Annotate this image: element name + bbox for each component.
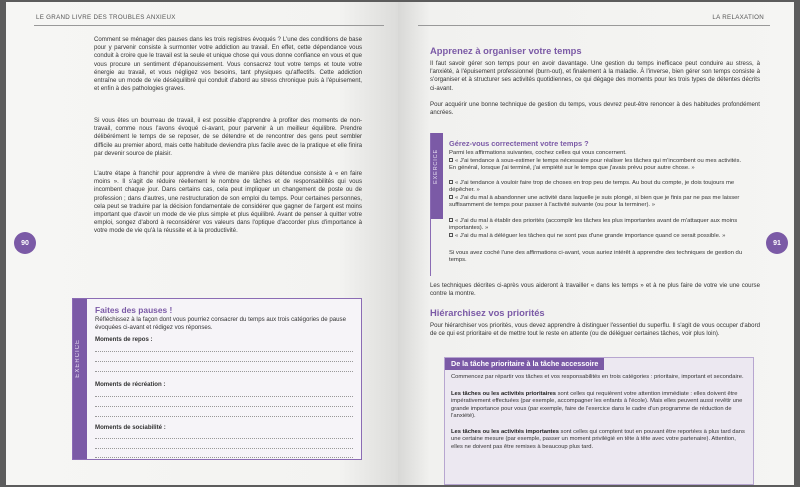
section-heading: Hiérarchisez vos priorités: [430, 307, 545, 318]
exercise-box: [72, 298, 362, 460]
task-box-paragraph: Les tâches ou les activités prioritaires sont celles qui requièrent votre attention immédiate : elles doivent être impérativement effectuées (par exemple, accompagner les enfants à l'école). Mais elles peuvent aussi revêtir une grande importance pour vous (par exemple, faire de l'exercice dans le cadre d'un programme de réduction de l'anxiété).: [451, 391, 743, 419]
paragraph: Si vous êtes un bourreau de travail, il est possible d'apprendre à profiter des moments de non-travail, comme nous l'avons évoqué ci-avant, pour parvenir à un meilleur équilibre. Prendre délibérément le temps de se reposer, de se détendre et de rencontrer des gens peut sembler difficile au premier abord, mais cette habitude deviendra plus facile avec de la pratique et elle finira par devenir source de plaisir.: [94, 117, 362, 157]
running-head-right: LA RELAXATION: [712, 14, 764, 21]
page-number-badge: 90: [14, 232, 36, 254]
paragraph: Comment se ménager des pauses dans les trois registres évoqués ? L'une des conditions de base pour y parvenir consiste à surmonter votre addiction au travail. En effet, cette dépendance vous conduit à croire que le travail est la seule et unique chose qui vous donne confiance en vous et que vous procure un sentiment d'épanouissement. Vous consacrez tout votre temps et toute votre énergie au travail, et vous négligez vos besoins, tant physiques qu'affectifs. Cette addiction entraîne un mode de vie déséquilibré qui conduit d'abord au stress chronique puis à l'épuisement, et enfin à des pathologies graves.: [94, 36, 362, 93]
answer-line[interactable]: [95, 416, 353, 417]
answer-label: Moments de sociabilité :: [95, 424, 166, 431]
paragraph: Les techniques décrites ci-après vous aideront à travailler « dans les temps » et à ne plus faire de votre vie une course contre la montre.: [430, 282, 760, 298]
task-box-intro: Commencez par répartir vos tâches et vos responsabilités en trois catégories : prioritaire, important et secondaire.: [451, 374, 744, 380]
quiz-item[interactable]: « J'ai du mal à établir des priorités (accomplir les tâches les plus importantes avant de m'attaquer aux moins importantes). »: [449, 218, 738, 232]
answer-line[interactable]: [95, 457, 353, 458]
answer-line[interactable]: [95, 438, 353, 439]
header-rule: [34, 25, 384, 26]
answer-line[interactable]: [95, 351, 353, 352]
quiz-item[interactable]: « J'ai tendance à sous-estimer le temps nécessaire pour réaliser les tâches qui m'incombent ou mes activités. En général, lorsque j'ai terminé, j'ai empiété sur le temps que j'avais prévu pour autre chose. »: [449, 158, 742, 172]
task-box-paragraph: Les tâches ou les activités importantes sont celles qui comptent tout en pouvant être reportées à plus tard dans une certaine mesure (par exemple, passer un moment privilégié en tête à tête avec votre partenaire). Attention, elles ne doivent pas être remises à beaucoup plus tard.: [451, 429, 745, 450]
answer-line[interactable]: [95, 448, 353, 449]
checkbox[interactable]: [449, 180, 453, 184]
quiz-conclusion: Si vous avez coché l'une des affirmations ci-avant, vous auriez intérêt à apprendre des techniques de gestion du temps.: [449, 250, 743, 264]
right-page: [398, 2, 794, 485]
checkbox[interactable]: [449, 158, 453, 162]
checkbox[interactable]: [449, 233, 453, 237]
answer-line[interactable]: [95, 361, 353, 362]
quiz-box: [430, 133, 748, 276]
checkbox[interactable]: [449, 195, 453, 199]
quiz-item[interactable]: « J'ai du mal à déléguer les tâches qui ne sont pas d'une grande importance quand ce serait possible. »: [449, 233, 745, 240]
left-page: [6, 2, 398, 485]
quiz-band: EXERCICE: [431, 133, 443, 219]
quiz-title: Gérez-vous correctement votre temps ?: [449, 139, 589, 148]
answer-label: Moments de repos :: [95, 336, 153, 343]
quiz-instructions: Parmi les affirmations suivantes, cochez celles qui vous concernent.: [449, 150, 627, 156]
answer-line[interactable]: [95, 406, 353, 407]
exercise-instructions: Réfléchissez à la façon dont vous pourriez consacrer du temps aux trois catégories de pause évoquées ci-avant et rédigez vos réponses.: [95, 316, 346, 331]
answer-line[interactable]: [95, 371, 353, 372]
task-box-title: De la tâche prioritaire à la tâche accessoire: [445, 358, 604, 370]
exercise-title: Faites des pauses !: [95, 305, 173, 315]
paragraph: Il faut savoir gérer son temps pour en avoir davantage. Une gestion du temps inefficace peut conduire au stress, à l'anxiété, à l'épuisement professionnel (burn-out), et finalement à la maladie. À l'inverse, bien gérer son temps consiste à s'organiser et à structurer ses activités quotidiennes, ce qui dégage des moments pour les trois types de détentes décrits ci-avant.: [430, 60, 760, 92]
running-head-left: LE GRAND LIVRE DES TROUBLES ANXIEUX: [36, 14, 176, 21]
exercise-band: EXERCICE: [73, 299, 87, 459]
book-spread: [6, 2, 794, 485]
header-rule: [418, 25, 770, 26]
quiz-item[interactable]: « J'ai du mal à abandonner une activité dans laquelle je suis plongé, si bien que je finis par ne pas me laisser suffisamment de temps pour passer à l'activité suivante (ou pour la terminer). »: [449, 195, 740, 209]
checkbox[interactable]: [449, 218, 453, 222]
task-priority-box: [444, 357, 754, 485]
quiz-item[interactable]: « J'ai tendance à vouloir faire trop de choses en trop peu de temps. Au bout du compte, je dois toujours me dépêcher. »: [449, 180, 735, 194]
page-number-badge: 91: [766, 232, 788, 254]
answer-line[interactable]: [95, 396, 353, 397]
section-heading: Apprenez à organiser votre temps: [430, 45, 582, 56]
answer-label: Moments de récréation :: [95, 381, 166, 388]
paragraph: L'autre étape à franchir pour apprendre à vivre de manière plus détendue consiste à « en faire moins ». Il s'agit de réduire réellement le nombre de tâches et de responsabilités qui vous incombent chaque jour. Dans certains cas, cela peut impliquer un changement de poste ou de profession ; dans d'autres, une restructuration de son emploi du temps. Pour certaines personnes, cela peut se traduire par la décision fondamentale de considérer que gagner de l'argent est moins important que d'avoir un mode de vie plus simple et plus équilibré. Avant de penser à quitter votre emploi, songez d'abord à reconsidérer vos valeurs dans l'optique d'accorder plus d'importance à votre mode de vie qu'à la réussite et à la productivité.: [94, 170, 362, 235]
paragraph: Pour hiérarchiser vos priorités, vous devez apprendre à distinguer l'essentiel du superflu. Il s'agit de vous occuper d'abord de ce qui est prioritaire et de mettre tout le reste en attente (ou de déléguer certaines tâches, voir plus loin).: [430, 322, 760, 338]
paragraph: Pour acquérir une bonne technique de gestion du temps, vous devrez peut-être renoncer à des habitudes profondément ancrées.: [430, 101, 760, 117]
